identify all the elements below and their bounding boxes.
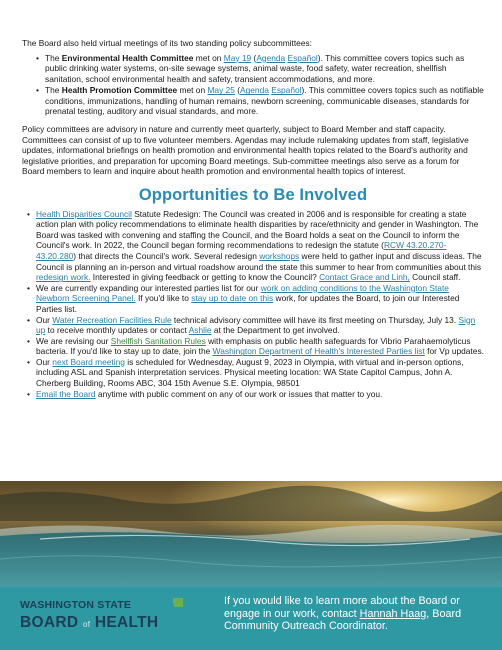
text: for Vp updates. — [424, 346, 484, 357]
ashlie-link[interactable]: Ashlie — [188, 325, 212, 336]
logo-of-text: of — [82, 620, 91, 630]
workshops-link[interactable]: workshops — [259, 251, 300, 262]
text: . This committee covers topics such as notifiable conditions, immunizations, handling of human remains, newborn screening, communicable diseases, standards for prenatal testing, auditory and visual standards, and more. — [45, 85, 484, 117]
shellfish-rules-link[interactable]: Shellfish Sanitation Rules — [110, 335, 206, 346]
text: The — [45, 52, 62, 63]
footer-contact-text — [224, 595, 494, 633]
logo-line1: WASHINGTON STATE — [20, 599, 132, 611]
text: work, for updates the Board, to join our Interested Parties list. — [36, 293, 460, 314]
text: Our — [36, 314, 53, 325]
next-board-meeting-link[interactable]: next Board meeting — [52, 356, 125, 367]
water-banner-svg — [0, 481, 502, 587]
health-disparities-council-link[interactable]: Health Disparities Council — [36, 208, 132, 219]
list-item — [27, 209, 484, 283]
opportunities-list — [27, 209, 484, 399]
intro-text: The Board also held virtual meetings of its two standing policy subcommittees: — [22, 38, 313, 48]
rcw-link[interactable]: RCW 43.20.270-43.20.280 — [36, 240, 447, 262]
text: Our — [36, 356, 53, 367]
list-item — [27, 315, 484, 336]
section-heading: Opportunities to Be Involved — [138, 185, 368, 204]
text: is scheduled for Wednesday, August 9, 2023 in Olympia, with virtual and in-person options, including ASL and Spanish interpretation services. Physical meeting location: WA State Capitol Campus, John A. Cherberg Building, Rooms ABC, 304 15th Avenue S.E. Olympia, 98501 — [36, 356, 464, 388]
list-item — [27, 357, 484, 389]
stay-up-to-date-link[interactable]: stay up to date on this — [191, 293, 274, 304]
water-banner-image — [0, 481, 502, 587]
meeting-date-link[interactable]: May 25 — [207, 85, 235, 96]
text: were held to gather input and discuss ideas. The Council is planning an in-person and virtual roadshow around the state this summer to hear from communities about this — [36, 251, 482, 272]
committee-list — [36, 53, 484, 117]
text: ) that directs the Council's work. Several redesign — [73, 251, 260, 262]
text: at the Department to get involved. — [211, 325, 340, 336]
text: ) — [317, 52, 321, 63]
committee-name: Health Promotion Committee — [61, 85, 178, 96]
text: Council staff. — [409, 272, 461, 283]
board-of-health-logo — [20, 599, 190, 633]
text: met on — [193, 52, 224, 63]
redesign-work-link[interactable]: redesign work. — [36, 272, 91, 283]
text: ( — [251, 52, 257, 63]
text: Statute Redesign: The Council was created in 2006 and is responsible for creating a state action plan with policy recommendations to eliminate health disparities by race/ethnicity and gender in Washington. The Board was tasked with convening and staffing the Council, and the Board holds a seat on the Council to inform the Council's work. In 2022, the Council began forming recommendations to redesign the statute ( — [36, 208, 479, 251]
list-item — [27, 336, 484, 357]
text: met on — [177, 85, 208, 96]
policy-paragraph: Policy committees are advisory in nature and currently meet quarterly, subject to Board Member and staff capacity. Committees can consist of up to five volunteer members. Agendas may include rulemaking updates from staff, legislative updates, informational briefings on health promotion and environmental health topics related to the Board's authority and legislative priorities, and preparation for upcoming Board meetings. Sub-committee meetings also serve as a forum for Board members to learn and inquire about health promotion and environmental health topics of interest. — [22, 124, 469, 177]
newsletter-content — [22, 38, 484, 399]
text: . This committee covers topics such as public drinking water systems, on-site sewage systems, animal waste, food safety, water recreation, shellfish sanitation, school environmental health and safety, transient accommodations, and more. — [45, 52, 465, 84]
list-item — [27, 389, 484, 400]
committee-name: Environmental Health Committee — [61, 52, 194, 63]
contact-grace-linh-link[interactable]: Contact Grace and Linh, — [319, 272, 410, 283]
text: anytime with public comment on any of our work or issues that matter to you. — [95, 388, 383, 399]
text: ) — [301, 85, 305, 96]
footer — [0, 587, 502, 650]
list-item — [27, 283, 484, 315]
agenda-link[interactable]: Agenda — [240, 85, 269, 96]
logo-health-text: HEALTH — [94, 614, 159, 632]
text: We are revising our — [36, 335, 111, 346]
agenda-spanish-link[interactable]: Español — [271, 85, 302, 96]
hannah-haag-link[interactable]: Hannah Haag — [359, 607, 427, 620]
text: If you would like to learn more about the Board or engage in our work, contact — [224, 595, 460, 620]
agenda-link[interactable]: Agenda — [256, 52, 286, 63]
list-item — [36, 53, 484, 85]
water-recreation-rule-link[interactable]: Water Recreation Facilities Rule — [52, 314, 172, 325]
doh-interested-parties-link[interactable]: Washington Department of Health's Interested Parties list — [212, 346, 425, 357]
email-board-link[interactable]: Email the Board — [36, 388, 96, 399]
newborn-screening-link[interactable]: work on adding conditions to the Washington State Newborn Screening Panel. — [36, 282, 449, 304]
text: technical advisory committee will have its first meeting on Thursday, July 13. — [171, 314, 459, 325]
text: s — [466, 335, 471, 346]
meeting-date-link[interactable]: May 19 — [223, 52, 252, 63]
list-item — [36, 85, 484, 117]
text: We are currently expanding our interested parties list for our — [36, 282, 261, 293]
text: The — [45, 85, 62, 96]
agenda-spanish-link[interactable]: Español — [287, 52, 318, 63]
logo-line2 — [20, 613, 190, 633]
text: If you'd like to — [135, 293, 192, 304]
text: with emphasis on public health safeguards for Vibrio Parahaemolyticu — [205, 335, 467, 346]
washington-state-icon — [172, 597, 184, 608]
text: bacteria. If you'd like to stay up to date, join the — [36, 346, 213, 357]
sign-up-link[interactable]: Sign up — [36, 314, 476, 336]
logo-board-text: BOARD — [20, 614, 79, 632]
text: Interested in giving feedback or getting to know the Council? — [90, 272, 320, 283]
text: , Board Community Outreach Coordinator. — [224, 607, 462, 633]
text: ( — [234, 85, 241, 96]
text: to receive monthly updates or contact — [45, 325, 189, 336]
